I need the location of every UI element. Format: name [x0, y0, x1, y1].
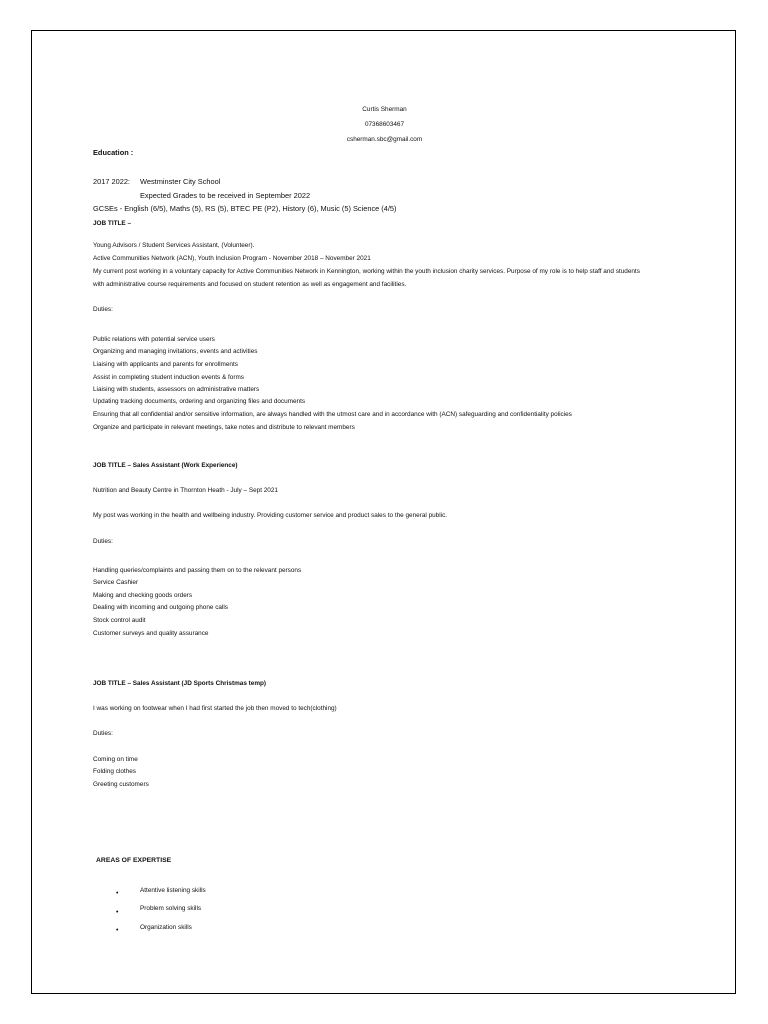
- list-item: Liaising with applicants and parents for enrollments: [93, 361, 238, 368]
- job3-title: JOB TITLE – Sales Assistant (JD Sports Christmas temp): [93, 680, 267, 687]
- education-years: 2017 2022:: [93, 177, 130, 186]
- list-item: Stock control audit: [93, 617, 146, 624]
- job3-description: I was working on footwear when I had first started the job then moved to tech(clothing): [93, 705, 337, 712]
- list-item: Public relations with potential service users: [93, 336, 215, 343]
- job1-organization: Active Communities Network (ACN), Youth Inclusion Program - November 2018 – November 2021: [93, 255, 371, 262]
- list-item: Organization skills: [140, 924, 192, 931]
- expertise-heading: AREAS OF EXPERTISE: [96, 857, 172, 864]
- list-item: Liaising with students, assessors on administrative matters: [93, 386, 260, 393]
- job1-description-line1: My current post working in a voluntary capacity for Active Communities Network in Kennington, working within the youth inclusion charity services. Purpose of my role is to help staff and students: [93, 268, 640, 275]
- education-school: Westminster City School: [140, 177, 221, 186]
- job2-title: JOB TITLE – Sales Assistant (Work Experience): [93, 462, 238, 469]
- list-item: Attentive listening skills: [140, 887, 206, 894]
- list-item: Dealing with incoming and outgoing phone calls: [93, 604, 229, 611]
- bullet-icon: •: [116, 927, 119, 934]
- education-expected: Expected Grades to be received in September 2022: [140, 191, 311, 200]
- list-item: Organize and participate in relevant meetings, take notes and distribute to relevant members: [93, 424, 355, 431]
- candidate-name: Curtis Sherman: [362, 106, 407, 113]
- list-item: Making and checking goods orders: [93, 592, 193, 599]
- list-item: Handling queries/complaints and passing them on to the relevant persons: [93, 567, 302, 574]
- list-item: Greeting customers: [93, 781, 149, 788]
- job1-title: JOB TITLE –: [93, 220, 131, 227]
- candidate-phone: 07368603467: [364, 121, 405, 128]
- job2-description: My post was working in the health and wellbeing industry. Providing customer service and product sales to the general public.: [93, 512, 448, 519]
- job1-duties-label: Duties:: [93, 306, 113, 313]
- job1-role: Young Advisors / Student Services Assistant, (Volunteer).: [93, 242, 255, 249]
- list-item: Ensuring that all confidential and/or sensitive information, are always handled with the utmost care and in accordance with (ACN) safeguarding and confidentiality policies: [93, 411, 572, 418]
- bullet-icon: •: [116, 890, 119, 897]
- list-item: Service Cashier: [93, 579, 139, 586]
- list-item: Assist in completing student induction events & forms: [93, 374, 244, 381]
- bullet-icon: •: [116, 909, 119, 916]
- list-item: Problem solving skills: [140, 905, 202, 912]
- list-item: Folding clothes: [93, 768, 136, 775]
- job2-duties-label: Duties:: [93, 538, 113, 545]
- education-heading: Education :: [93, 148, 134, 157]
- job3-duties-label: Duties:: [93, 730, 113, 737]
- list-item: Coming on time: [93, 756, 138, 763]
- resume-page: [31, 30, 736, 994]
- education-gcses: GCSEs - English (6/5), Maths (5), RS (5), BTEC PE (P2), History (6), Music (5) Science (4/5): [93, 204, 397, 213]
- job1-description-line2: with administrative course requirements and focused on student retention as well as engagement and facilities.: [93, 281, 407, 288]
- list-item: Organizing and managing invitations, events and activities: [93, 348, 258, 355]
- list-item: Updating tracking documents, ordering and organizing files and documents: [93, 398, 306, 405]
- candidate-email: csherman.sbc@gmail.com: [346, 136, 423, 143]
- job2-organization: Nutrition and Beauty Centre in Thornton Heath - July – Sept 2021: [93, 487, 278, 494]
- list-item: Customer surveys and quality assurance: [93, 630, 209, 637]
